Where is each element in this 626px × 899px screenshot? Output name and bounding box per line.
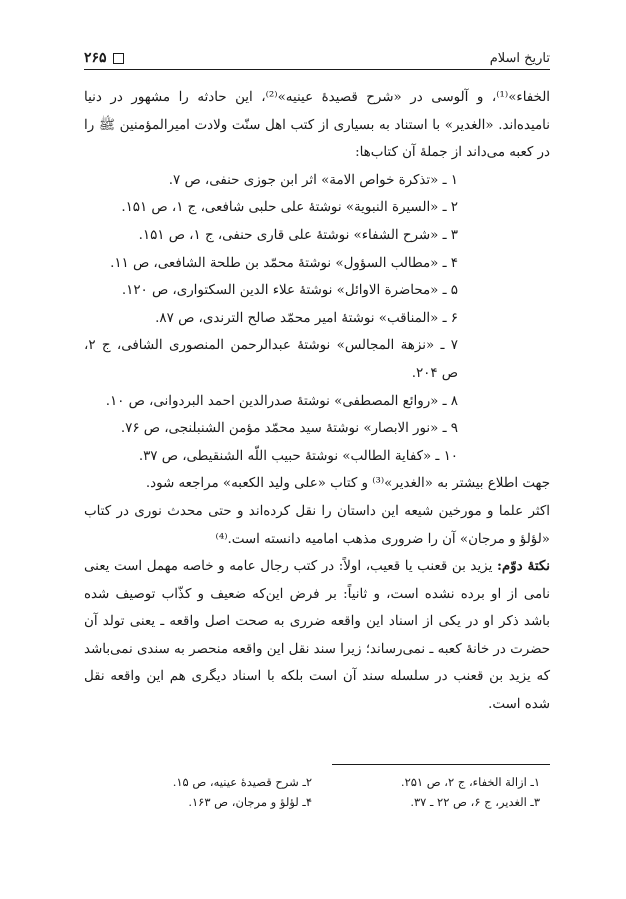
list-item: ۱ ـ «تذکرة خواص الامة» اثر ابن جوزی حنفی، ص ۷. — [168, 172, 458, 188]
paragraph-2: جهت اطلاع بیشتر به «الغدیر»⁽³⁾ و کتاب «علی ولید الکعبه» مراجعه شود. — [145, 476, 550, 492]
list-item: ۸ ـ «روائع المصطفی» نوشتهٔ صدرالدین احمد البردوانی، ص ۱۰. — [105, 393, 458, 409]
list-item: ۶ ـ «المناقب» نوشتهٔ امیر محمّد صالح الترندی، ص ۸۷. — [155, 310, 458, 326]
list-item: ۹ ـ «نور الابصار» نوشتهٔ سید محمّد مؤمن الشنبلنجی، ص ۷۶. — [120, 421, 458, 437]
footnote-1: ۱ـ ازالة الخفاء، ج ۲، ص ۲۵۱. — [400, 775, 540, 789]
header-rule — [84, 69, 550, 70]
footnote-3: ۳ـ الغدیر، ج ۶، ص ۲۲ ـ ۳۷. — [410, 795, 540, 809]
footnote-rule — [332, 764, 550, 765]
page-header — [84, 40, 550, 66]
page-number-block — [84, 50, 124, 66]
footnote-4: ۴ـ لؤلؤ و مرجان، ص ۱۶۳. — [188, 795, 312, 809]
main-text — [84, 84, 550, 719]
paragraph-1: الخفاء»⁽¹⁾، و آلوسی در «شرح قصیدهٔ عینیه»⁽²⁾، این حادثه را مشهور در دنیا نامیده‌اند. «الغدیر» با استناد به بسیاری از کتب اهل سنّت ولادت امیرالمؤمنین ﷺ را در کعبه می‌داند از جملهٔ آن کتاب‌ها: — [84, 90, 550, 161]
reference-list — [84, 167, 550, 471]
footnotes — [84, 764, 550, 809]
paragraph-4-lead: نکتهٔ دوّم: — [496, 558, 550, 575]
page-number: ۲۶۵ — [84, 50, 107, 66]
paragraph-3: اکثر علما و مورخین شیعه این داستان را نقل کرده‌اند و حتی محدث نوری در کتاب «لؤلؤ و مرجان» آن را ضروری مذهب امامیه دانسته است.⁽⁴⁾ — [84, 503, 550, 547]
footnote-grid — [84, 775, 550, 809]
footnote-2: ۲ـ شرح قصیدهٔ عینیه، ص ۱۵. — [172, 775, 312, 789]
list-item: ۱۰ ـ «کفایة الطالب» نوشتهٔ حبیب اللّه الشنقیطی، ص ۳۷. — [138, 448, 458, 464]
list-item: ۳ ـ «شرح الشفاء» نوشتهٔ علی قاری حنفی، ج ۱، ص ۱۵۱. — [138, 227, 458, 243]
paragraph-4 — [84, 553, 550, 719]
running-title: تاریخ اسلام — [489, 51, 550, 66]
list-item: ۵ ـ «محاضرة الاوائل» نوشتهٔ علاء الدین السکتواری، ص ۱۲۰. — [121, 283, 458, 299]
paragraph-4-text: یزید بن قعنب یا قعیب، اولاً: در کتب رجال عامه و خاصه مهمل است یعنی نامی از او برده نشده است، و ثانیاً: بر فرض این‌که ضعیف و کذّاب توصیف شده باشد ذکر او در یکی از اسناد این واقعه ضرری به صحت اصل واقعه ـ یعنی تولد آن حضرت در خانهٔ کعبه ـ نمی‌رساند؛ زیرا سند نقل این واقعه منحصر به سندی نمی‌باشد که یزید بن قعنب در سلسله سند آن است بلکه با اسناد دیگری هم این واقعه نقل شده است. — [84, 559, 550, 713]
list-item: ۲ ـ «السیرة النبویة» نوشتهٔ علی حلبی شافعی، ج ۱، ص ۱۵۱. — [121, 200, 458, 216]
list-item: ۷ ـ «نزهة المجالس» نوشتهٔ عبدالرحمن المنصوری الشافی، ج ۲، ص ۲۰۴. — [84, 338, 458, 381]
list-item: ۴ ـ «مطالب السؤول» نوشتهٔ محمّد بن طلحة الشافعی، ص ۱۱. — [110, 255, 458, 271]
square-icon — [113, 53, 124, 64]
